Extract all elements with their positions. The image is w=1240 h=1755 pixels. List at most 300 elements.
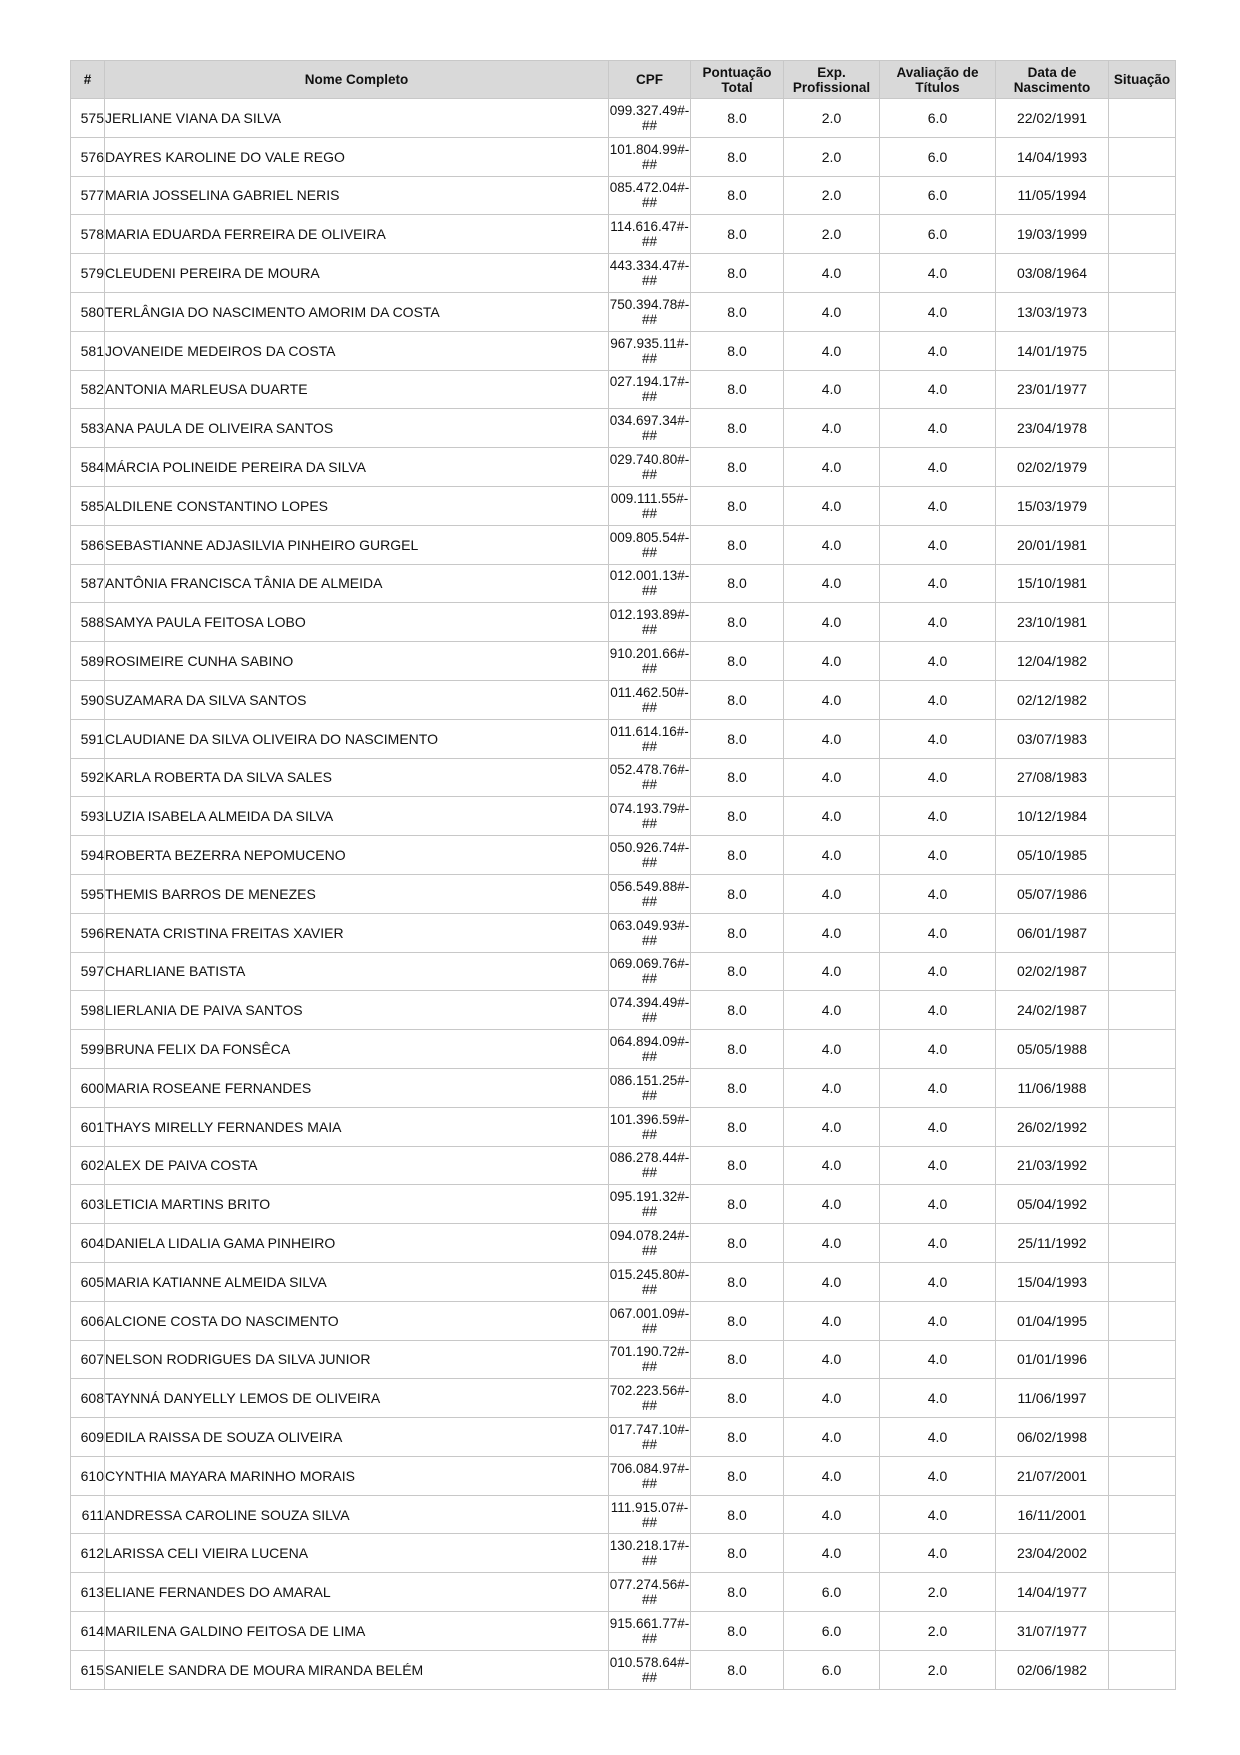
candidate-name: CYNTHIA MAYARA MARINHO MORAIS — [105, 1456, 609, 1495]
candidate-name: DANIELA LIDALIA GAMA PINHEIRO — [105, 1224, 609, 1263]
experience-score: 6.0 — [784, 1650, 880, 1689]
row-number: 577 — [71, 176, 105, 215]
cpf-line2: ## — [641, 971, 658, 987]
titles-score: 4.0 — [880, 797, 996, 836]
column-header-birth-line2: Nascimento — [1013, 79, 1091, 95]
cpf-line2: ## — [641, 389, 658, 405]
experience-score: 4.0 — [784, 952, 880, 991]
row-number: 586 — [71, 525, 105, 564]
row-number: 576 — [71, 137, 105, 176]
titles-score: 4.0 — [880, 1534, 996, 1573]
experience-score: 4.0 — [784, 292, 880, 331]
cpf-cell — [609, 1573, 691, 1612]
total-score: 8.0 — [691, 680, 784, 719]
table-row — [71, 1030, 1176, 1069]
birth-date: 24/02/1987 — [996, 991, 1109, 1030]
cpf-line1: 011.462.50#- — [610, 684, 689, 700]
cpf-cell — [609, 603, 691, 642]
status-cell — [1109, 215, 1176, 254]
candidate-name: ELIANE FERNANDES DO AMARAL — [105, 1573, 609, 1612]
candidate-name: SEBASTIANNE ADJASILVIA PINHEIRO GURGEL — [105, 525, 609, 564]
row-number: 583 — [71, 409, 105, 448]
experience-score: 4.0 — [784, 1185, 880, 1224]
status-cell — [1109, 1301, 1176, 1340]
cpf-cell — [609, 254, 691, 293]
candidate-name: MARIA ROSEANE FERNANDES — [105, 1068, 609, 1107]
experience-score: 4.0 — [784, 1340, 880, 1379]
cpf-line1: 063.049.93#- — [609, 917, 690, 933]
candidate-name: RENATA CRISTINA FREITAS XAVIER — [105, 913, 609, 952]
status-cell — [1109, 1340, 1176, 1379]
birth-date: 27/08/1983 — [996, 758, 1109, 797]
birth-date: 10/12/1984 — [996, 797, 1109, 836]
candidate-name: CLEUDENI PEREIRA DE MOURA — [105, 254, 609, 293]
experience-score: 4.0 — [784, 642, 880, 681]
status-cell — [1109, 1495, 1176, 1534]
candidate-name: CHARLIANE BATISTA — [105, 952, 609, 991]
row-number: 612 — [71, 1534, 105, 1573]
cpf-line2: ## — [641, 1165, 658, 1181]
titles-score: 4.0 — [880, 1185, 996, 1224]
table-row — [71, 1534, 1176, 1573]
cpf-line2: ## — [641, 1126, 658, 1142]
table-header-row — [71, 61, 1176, 99]
candidate-name: THAYS MIRELLY FERNANDES MAIA — [105, 1107, 609, 1146]
status-cell — [1109, 1224, 1176, 1263]
table-row — [71, 1262, 1176, 1301]
birth-date: 06/01/1987 — [996, 913, 1109, 952]
row-number: 578 — [71, 215, 105, 254]
cpf-line2: ## — [641, 1359, 658, 1375]
row-number: 597 — [71, 952, 105, 991]
experience-score: 6.0 — [784, 1573, 880, 1612]
total-score: 8.0 — [691, 991, 784, 1030]
row-number: 589 — [71, 642, 105, 681]
total-score: 8.0 — [691, 525, 784, 564]
status-cell — [1109, 680, 1176, 719]
cpf-line1: 130.218.17#- — [609, 1538, 690, 1554]
cpf-line2: ## — [641, 117, 658, 133]
titles-score: 4.0 — [880, 1340, 996, 1379]
cpf-line2: ## — [641, 467, 658, 483]
cpf-line1: 009.805.54#- — [609, 529, 690, 545]
row-number: 602 — [71, 1146, 105, 1185]
experience-score: 2.0 — [784, 215, 880, 254]
cpf-cell — [609, 1456, 691, 1495]
total-score: 8.0 — [691, 719, 784, 758]
candidate-name: ALEX DE PAIVA COSTA — [105, 1146, 609, 1185]
cpf-line1: 111.915.07#- — [610, 1499, 689, 1515]
cpf-cell — [609, 1301, 691, 1340]
row-number: 606 — [71, 1301, 105, 1340]
birth-date: 16/11/2001 — [996, 1495, 1109, 1534]
cpf-line1: 101.396.59#- — [609, 1111, 690, 1127]
row-number: 582 — [71, 370, 105, 409]
cpf-line1: 750.394.78#- — [609, 296, 690, 312]
experience-score: 4.0 — [784, 1418, 880, 1457]
candidate-name: MÁRCIA POLINEIDE PEREIRA DA SILVA — [105, 448, 609, 487]
experience-score: 4.0 — [784, 836, 880, 875]
titles-score: 4.0 — [880, 1146, 996, 1185]
status-cell — [1109, 409, 1176, 448]
titles-score: 4.0 — [880, 1068, 996, 1107]
experience-score: 4.0 — [784, 719, 880, 758]
cpf-line2: ## — [641, 505, 658, 521]
status-cell — [1109, 797, 1176, 836]
cpf-line1: 702.223.56#- — [609, 1383, 690, 1399]
experience-score: 4.0 — [784, 680, 880, 719]
status-cell — [1109, 99, 1176, 138]
cpf-line1: 077.274.56#- — [609, 1577, 690, 1593]
total-score: 8.0 — [691, 1418, 784, 1457]
cpf-line2: ## — [641, 1010, 658, 1026]
row-number: 614 — [71, 1612, 105, 1651]
table-row — [71, 797, 1176, 836]
column-header-experience-line2: Profissional — [792, 79, 871, 95]
row-number: 588 — [71, 603, 105, 642]
row-number: 591 — [71, 719, 105, 758]
cpf-cell — [609, 137, 691, 176]
experience-score: 4.0 — [784, 1534, 880, 1573]
total-score: 8.0 — [691, 137, 784, 176]
cpf-line2: ## — [641, 738, 658, 754]
row-number: 595 — [71, 874, 105, 913]
table-row — [71, 254, 1176, 293]
status-cell — [1109, 603, 1176, 642]
cpf-line1: 052.478.76#- — [609, 762, 690, 778]
cpf-line1: 074.193.79#- — [609, 801, 690, 817]
candidate-name: MARILENA GALDINO FEITOSA DE LIMA — [105, 1612, 609, 1651]
cpf-line1: 706.084.97#- — [609, 1460, 690, 1476]
candidate-name: ANTÔNIA FRANCISCA TÂNIA DE ALMEIDA — [105, 564, 609, 603]
cpf-cell — [609, 1650, 691, 1689]
table-row — [71, 1301, 1176, 1340]
birth-date: 15/04/1993 — [996, 1262, 1109, 1301]
status-cell — [1109, 1534, 1176, 1573]
titles-score: 4.0 — [880, 642, 996, 681]
cpf-line1: 094.078.24#- — [609, 1228, 690, 1243]
column-header-number: # — [71, 61, 105, 99]
cpf-cell — [609, 836, 691, 875]
birth-date: 21/03/1992 — [996, 1146, 1109, 1185]
birth-date: 11/06/1997 — [996, 1379, 1109, 1418]
column-header-total-line1: Pontuação — [702, 64, 772, 80]
table-body — [71, 99, 1176, 1690]
column-header-birth-line1: Data de — [1027, 64, 1077, 80]
birth-date: 13/03/1973 — [996, 292, 1109, 331]
cpf-cell — [609, 215, 691, 254]
table-row — [71, 874, 1176, 913]
table-row — [71, 603, 1176, 642]
titles-score: 4.0 — [880, 1418, 996, 1457]
titles-score: 4.0 — [880, 680, 996, 719]
cpf-line2: ## — [641, 1087, 658, 1103]
status-cell — [1109, 1379, 1176, 1418]
row-number: 596 — [71, 913, 105, 952]
cpf-cell — [609, 952, 691, 991]
total-score: 8.0 — [691, 292, 784, 331]
status-cell — [1109, 1573, 1176, 1612]
cpf-line1: 034.697.34#- — [609, 413, 690, 429]
cpf-line2: ## — [641, 195, 658, 211]
birth-date: 23/01/1977 — [996, 370, 1109, 409]
titles-score: 4.0 — [880, 758, 996, 797]
table-row — [71, 292, 1176, 331]
cpf-line2: ## — [641, 1281, 658, 1297]
experience-score: 4.0 — [784, 1068, 880, 1107]
titles-score: 4.0 — [880, 874, 996, 913]
table-row — [71, 642, 1176, 681]
titles-score: 4.0 — [880, 1107, 996, 1146]
table-row — [71, 913, 1176, 952]
cpf-line2: ## — [641, 622, 658, 638]
status-cell — [1109, 564, 1176, 603]
experience-score: 4.0 — [784, 448, 880, 487]
experience-score: 4.0 — [784, 331, 880, 370]
experience-score: 4.0 — [784, 254, 880, 293]
cpf-cell — [609, 913, 691, 952]
cpf-cell — [609, 1612, 691, 1651]
birth-date: 23/10/1981 — [996, 603, 1109, 642]
cpf-line2: ## — [641, 311, 658, 327]
cpf-line1: 069.069.76#- — [609, 956, 690, 972]
row-number: 579 — [71, 254, 105, 293]
cpf-cell — [609, 409, 691, 448]
cpf-cell — [609, 1262, 691, 1301]
titles-score: 4.0 — [880, 409, 996, 448]
candidate-name: CLAUDIANE DA SILVA OLIVEIRA DO NASCIMENTO — [105, 719, 609, 758]
row-number: 594 — [71, 836, 105, 875]
row-number: 590 — [71, 680, 105, 719]
total-score: 8.0 — [691, 176, 784, 215]
cpf-line2: ## — [641, 273, 658, 289]
total-score: 8.0 — [691, 913, 784, 952]
table-row — [71, 836, 1176, 875]
birth-date: 14/01/1975 — [996, 331, 1109, 370]
candidate-name: ROSIMEIRE CUNHA SABINO — [105, 642, 609, 681]
status-cell — [1109, 1068, 1176, 1107]
cpf-line1: 067.001.09#- — [609, 1305, 690, 1321]
birth-date: 14/04/1977 — [996, 1573, 1109, 1612]
total-score: 8.0 — [691, 1301, 784, 1340]
titles-score: 4.0 — [880, 525, 996, 564]
cpf-line1: 910.201.66#- — [609, 646, 690, 662]
birth-date: 15/10/1981 — [996, 564, 1109, 603]
table-row — [71, 331, 1176, 370]
birth-date: 19/03/1999 — [996, 215, 1109, 254]
status-cell — [1109, 292, 1176, 331]
status-cell — [1109, 1262, 1176, 1301]
titles-score: 4.0 — [880, 448, 996, 487]
candidate-name: LIERLANIA DE PAIVA SANTOS — [105, 991, 609, 1030]
table-row — [71, 1340, 1176, 1379]
status-cell — [1109, 874, 1176, 913]
cpf-line1: 443.334.47#- — [609, 258, 690, 274]
cpf-line1: 012.193.89#- — [609, 607, 690, 623]
total-score: 8.0 — [691, 1495, 784, 1534]
table-row — [71, 1495, 1176, 1534]
row-number: 585 — [71, 486, 105, 525]
status-cell — [1109, 1418, 1176, 1457]
cpf-line1: 064.894.09#- — [609, 1034, 690, 1050]
table-row — [71, 991, 1176, 1030]
candidate-name: ALDILENE CONSTANTINO LOPES — [105, 486, 609, 525]
birth-date: 23/04/2002 — [996, 1534, 1109, 1573]
titles-score: 4.0 — [880, 292, 996, 331]
titles-score: 2.0 — [880, 1612, 996, 1651]
table-row — [71, 1650, 1176, 1689]
experience-score: 4.0 — [784, 409, 880, 448]
cpf-line2: ## — [641, 544, 658, 560]
cpf-line1: 050.926.74#- — [609, 840, 690, 856]
experience-score: 4.0 — [784, 1379, 880, 1418]
experience-score: 6.0 — [784, 1612, 880, 1651]
cpf-line1: 010.578.64#- — [609, 1654, 690, 1670]
cpf-cell — [609, 292, 691, 331]
total-score: 8.0 — [691, 1534, 784, 1573]
status-cell — [1109, 836, 1176, 875]
titles-score: 4.0 — [880, 486, 996, 525]
titles-score: 4.0 — [880, 603, 996, 642]
table-row — [71, 1612, 1176, 1651]
cpf-line2: ## — [641, 1436, 658, 1452]
table-row — [71, 1573, 1176, 1612]
status-cell — [1109, 719, 1176, 758]
cpf-line1: 086.151.25#- — [609, 1072, 690, 1088]
cpf-cell — [609, 1185, 691, 1224]
table-row — [71, 1068, 1176, 1107]
cpf-line1: 015.245.80#- — [609, 1266, 690, 1282]
row-number: 615 — [71, 1650, 105, 1689]
birth-date: 12/04/1982 — [996, 642, 1109, 681]
experience-score: 4.0 — [784, 1030, 880, 1069]
cpf-line2: ## — [641, 816, 658, 832]
total-score: 8.0 — [691, 1573, 784, 1612]
candidate-name: JERLIANE VIANA DA SILVA — [105, 99, 609, 138]
row-number: 581 — [71, 331, 105, 370]
status-cell — [1109, 1650, 1176, 1689]
experience-score: 4.0 — [784, 874, 880, 913]
candidate-name: ANA PAULA DE OLIVEIRA SANTOS — [105, 409, 609, 448]
status-cell — [1109, 758, 1176, 797]
row-number: 605 — [71, 1262, 105, 1301]
table-row — [71, 680, 1176, 719]
row-number: 608 — [71, 1379, 105, 1418]
total-score: 8.0 — [691, 1030, 784, 1069]
candidate-name: LARISSA CELI VIEIRA LUCENA — [105, 1534, 609, 1573]
cpf-line1: 056.549.88#- — [609, 878, 690, 894]
cpf-cell — [609, 1224, 691, 1263]
row-number: 604 — [71, 1224, 105, 1263]
column-header-experience — [784, 61, 880, 99]
table-row — [71, 952, 1176, 991]
status-cell — [1109, 913, 1176, 952]
cpf-line2: ## — [641, 1398, 658, 1414]
candidate-name: MARIA JOSSELINA GABRIEL NERIS — [105, 176, 609, 215]
cpf-cell — [609, 1379, 691, 1418]
status-cell — [1109, 254, 1176, 293]
cpf-line1: 009.111.55#- — [610, 490, 689, 506]
cpf-cell — [609, 1030, 691, 1069]
column-header-titles-line1: Avaliação de — [896, 64, 979, 80]
cpf-line1: 114.616.47#- — [610, 219, 689, 235]
titles-score: 6.0 — [880, 99, 996, 138]
birth-date: 05/05/1988 — [996, 1030, 1109, 1069]
titles-score: 4.0 — [880, 370, 996, 409]
cpf-cell — [609, 370, 691, 409]
table-row — [71, 1379, 1176, 1418]
cpf-cell — [609, 99, 691, 138]
column-header-birth-date — [996, 61, 1109, 99]
birth-date: 22/02/1991 — [996, 99, 1109, 138]
column-header-titles — [880, 61, 996, 99]
total-score: 8.0 — [691, 1379, 784, 1418]
total-score: 8.0 — [691, 486, 784, 525]
total-score: 8.0 — [691, 1650, 784, 1689]
birth-date: 05/04/1992 — [996, 1185, 1109, 1224]
cpf-line2: ## — [641, 156, 658, 172]
cpf-line2: ## — [641, 350, 658, 366]
total-score: 8.0 — [691, 797, 784, 836]
cpf-line2: ## — [641, 583, 658, 599]
status-cell — [1109, 642, 1176, 681]
experience-score: 2.0 — [784, 137, 880, 176]
birth-date: 11/06/1988 — [996, 1068, 1109, 1107]
row-number: 601 — [71, 1107, 105, 1146]
titles-score: 6.0 — [880, 137, 996, 176]
cpf-line2: ## — [641, 428, 658, 444]
cpf-cell — [609, 1495, 691, 1534]
total-score: 8.0 — [691, 448, 784, 487]
total-score: 8.0 — [691, 409, 784, 448]
cpf-cell — [609, 991, 691, 1030]
cpf-line2: ## — [641, 893, 658, 909]
total-score: 8.0 — [691, 1456, 784, 1495]
total-score: 8.0 — [691, 1612, 784, 1651]
row-number: 584 — [71, 448, 105, 487]
cpf-line2: ## — [641, 661, 658, 677]
table-row — [71, 486, 1176, 525]
experience-score: 4.0 — [784, 486, 880, 525]
cpf-cell — [609, 331, 691, 370]
status-cell — [1109, 1146, 1176, 1185]
row-number: 593 — [71, 797, 105, 836]
cpf-line2: ## — [641, 1553, 658, 1569]
titles-score: 4.0 — [880, 719, 996, 758]
cpf-cell — [609, 1107, 691, 1146]
candidate-name: EDILA RAISSA DE SOUZA OLIVEIRA — [105, 1418, 609, 1457]
status-cell — [1109, 176, 1176, 215]
cpf-cell — [609, 797, 691, 836]
status-cell — [1109, 952, 1176, 991]
total-score: 8.0 — [691, 254, 784, 293]
cpf-line2: ## — [641, 1475, 658, 1491]
experience-score: 4.0 — [784, 758, 880, 797]
cpf-line2: ## — [641, 234, 658, 250]
status-cell — [1109, 1612, 1176, 1651]
titles-score: 2.0 — [880, 1573, 996, 1612]
total-score: 8.0 — [691, 1340, 784, 1379]
candidate-name: ALCIONE COSTA DO NASCIMENTO — [105, 1301, 609, 1340]
total-score: 8.0 — [691, 1185, 784, 1224]
cpf-line1: 967.935.11#- — [610, 335, 689, 351]
candidate-name: SAMYA PAULA FEITOSA LOBO — [105, 603, 609, 642]
experience-score: 2.0 — [784, 176, 880, 215]
cpf-cell — [609, 1146, 691, 1185]
total-score: 8.0 — [691, 1224, 784, 1263]
experience-score: 4.0 — [784, 525, 880, 564]
candidate-name: BRUNA FELIX DA FONSÊCA — [105, 1030, 609, 1069]
